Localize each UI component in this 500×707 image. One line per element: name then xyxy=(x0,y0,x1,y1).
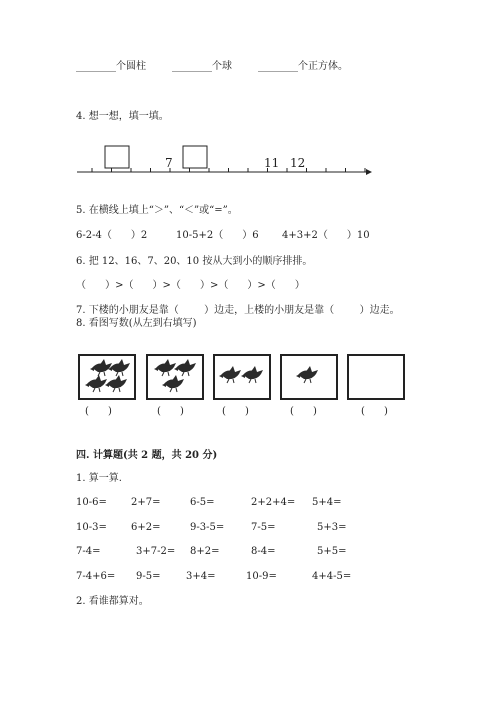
q4-title: 4. 想一想，填一填。 xyxy=(76,111,169,122)
calc-r1-c2: 2+7= xyxy=(131,497,161,508)
calc-r1-c5: 5+4= xyxy=(312,497,342,508)
number-line xyxy=(0,0,500,190)
bird-icon xyxy=(241,366,267,384)
calc-r4-c1: 7-4+6= xyxy=(76,571,116,582)
answer-paren-1: ( ) xyxy=(85,406,112,417)
calc-q1-title: 1. 算一算. xyxy=(76,473,122,484)
number-label-12: 12 xyxy=(290,156,306,170)
answer-box-1 xyxy=(105,146,129,168)
answer-paren-4: ( ) xyxy=(290,406,317,417)
answer-paren-2: ( ) xyxy=(157,406,184,417)
calc-r1-c3: 6-5= xyxy=(190,497,215,508)
calc-r4-c5: 4+4-5= xyxy=(312,571,352,582)
calc-r4-c2: 9-5= xyxy=(136,571,161,582)
bird-icon xyxy=(105,375,131,393)
calc-r3-c3: 8+2= xyxy=(190,546,220,557)
calc-r3-c1: 7-4= xyxy=(76,546,101,557)
number-label-7: 7 xyxy=(165,156,173,170)
answer-box-2 xyxy=(183,146,207,168)
number-line-ticks xyxy=(92,168,365,172)
calc-r3-c2: 3+7-2= xyxy=(136,546,176,557)
blank-cylinder: ________个圆柱 xyxy=(76,61,146,72)
bird-icon xyxy=(296,366,322,384)
q6-title: 6. 把 12、16、7、20、10 按从大到小的顺序排排。 xyxy=(76,256,313,267)
calc-r2-c5: 5+3= xyxy=(317,522,347,533)
calc-r2-c3: 9-3-5= xyxy=(190,522,225,533)
picture-frame-5 xyxy=(347,354,405,400)
calc-r3-c4: 8-4= xyxy=(251,546,276,557)
number-label-11: 11 xyxy=(264,156,280,170)
q5-item-2: 10-5+2（ ）6 xyxy=(176,230,259,241)
answer-paren-5: ( ) xyxy=(361,406,388,417)
blank-cube: ________个正方体。 xyxy=(258,61,348,72)
calc-r2-c2: 6+2= xyxy=(131,522,161,533)
q6-answer-line: （ ）>（ ）>（ ）>（ ）>（ ） xyxy=(76,280,305,291)
q5-title: 5. 在横线上填上“＞”、“＜”或“=”。 xyxy=(76,205,238,216)
blank-sphere: ________个球 xyxy=(172,61,232,72)
section-heading: 四. 计算题(共 2 题，共 20 分) xyxy=(76,450,218,461)
q8-title: 8. 看图写数(从左到右填写) xyxy=(76,318,197,329)
calc-r2-c4: 7-5= xyxy=(251,522,276,533)
calc-r3-c5: 5+5= xyxy=(317,546,347,557)
calc-r4-c3: 3+4= xyxy=(186,571,216,582)
q5-item-1: 6-2-4（ ）2 xyxy=(76,230,148,241)
calc-r2-c1: 10-3= xyxy=(76,522,107,533)
calc-q2-title: 2. 看谁都算对。 xyxy=(76,596,149,607)
bird-icon xyxy=(162,375,188,393)
calc-r1-c1: 10-6= xyxy=(76,497,107,508)
answer-paren-3: ( ) xyxy=(222,406,249,417)
q5-item-3: 4+3+2（ ）10 xyxy=(282,230,370,241)
calc-r1-c4: 2+2+4= xyxy=(251,497,296,508)
q7-title: 7. 下楼的小朋友是靠（ ）边走，上楼的小朋友是靠（ ）边走。 xyxy=(76,305,400,316)
calc-r4-c4: 10-9= xyxy=(246,571,277,582)
